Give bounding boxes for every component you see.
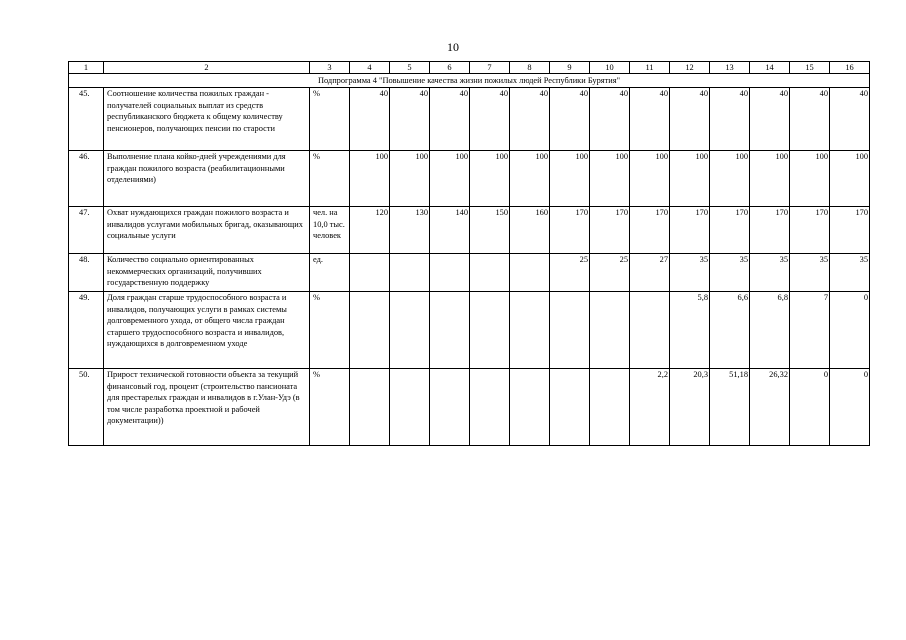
column-number-cell: 10 xyxy=(590,62,630,74)
indicator-name-cell-text: Выполнение плана койко-дней учреждениями для граждан пожилого возраста (реабилитационными отделениями) xyxy=(107,152,286,184)
value-cell xyxy=(630,207,670,254)
value-cell xyxy=(830,151,870,207)
indicators-table xyxy=(68,61,870,446)
value-cell xyxy=(430,207,470,254)
indicator-name-cell xyxy=(104,254,310,292)
value-cell xyxy=(390,254,430,292)
column-number-cell: 4 xyxy=(350,62,390,74)
value-cell xyxy=(790,151,830,207)
value-cell-text: 5,8 xyxy=(697,293,708,302)
row-number-cell xyxy=(69,292,104,369)
value-cell xyxy=(750,207,790,254)
unit-cell-text: ед. xyxy=(313,255,323,264)
value-cell xyxy=(550,292,590,369)
value-cell-text: 170 xyxy=(655,208,668,217)
value-cell xyxy=(350,88,390,151)
value-cell xyxy=(350,151,390,207)
value-cell xyxy=(670,254,710,292)
value-cell xyxy=(830,254,870,292)
value-cell-text: 40 xyxy=(579,89,588,98)
value-cell-text: 100 xyxy=(855,152,868,161)
unit-cell-text: % xyxy=(313,89,320,98)
table-row xyxy=(69,207,870,254)
value-cell xyxy=(430,369,470,446)
value-cell xyxy=(390,207,430,254)
value-cell xyxy=(750,369,790,446)
value-cell-text: 100 xyxy=(455,152,468,161)
value-cell-text: 2,2 xyxy=(657,370,668,379)
value-cell-text: 6,6 xyxy=(737,293,748,302)
unit-cell-text: чел. на 10,0 тыс. человек xyxy=(313,208,345,240)
value-cell xyxy=(590,207,630,254)
value-cell-text: 100 xyxy=(775,152,788,161)
value-cell xyxy=(830,207,870,254)
value-cell xyxy=(350,207,390,254)
column-number-cell: 11 xyxy=(630,62,670,74)
value-cell xyxy=(430,292,470,369)
value-cell-text: 100 xyxy=(815,152,828,161)
value-cell xyxy=(510,207,550,254)
value-cell xyxy=(350,254,390,292)
value-cell xyxy=(750,292,790,369)
value-cell-text: 170 xyxy=(695,208,708,217)
value-cell xyxy=(550,369,590,446)
column-number-cell: 6 xyxy=(430,62,470,74)
value-cell xyxy=(790,292,830,369)
value-cell xyxy=(750,254,790,292)
value-cell xyxy=(630,88,670,151)
column-number-cell: 14 xyxy=(750,62,790,74)
value-cell-text: 100 xyxy=(735,152,748,161)
value-cell-text: 40 xyxy=(859,89,868,98)
value-cell-text: 100 xyxy=(695,152,708,161)
value-cell-text: 100 xyxy=(375,152,388,161)
row-number-cell-text: 48. xyxy=(79,255,90,264)
value-cell-text: 160 xyxy=(535,208,548,217)
column-number-cell: 12 xyxy=(670,62,710,74)
value-cell xyxy=(470,292,510,369)
indicator-name-cell xyxy=(104,207,310,254)
indicator-name-cell-text: Охват нуждающихся граждан пожилого возраста и инвалидов услугами мобильных бригад, оказывающих социальные услуги xyxy=(107,208,303,240)
value-cell-text: 130 xyxy=(415,208,428,217)
value-cell xyxy=(470,207,510,254)
value-cell-text: 100 xyxy=(575,152,588,161)
value-cell-text: 40 xyxy=(779,89,788,98)
value-cell-text: 100 xyxy=(535,152,548,161)
value-cell xyxy=(590,88,630,151)
value-cell-text: 40 xyxy=(459,89,468,98)
value-cell-text: 35 xyxy=(739,255,748,264)
value-cell xyxy=(390,292,430,369)
column-number-cell: 5 xyxy=(390,62,430,74)
page-number: 10 xyxy=(447,40,459,54)
indicator-name-cell-text: Количество социально ориентированных некоммерческих организаций, получивших государственную поддержку xyxy=(107,255,262,287)
indicator-name-cell-text: Соотношение количества пожилых граждан - получателей социальных выплат из средств республиканского бюджета к общему количеству пенсионеров, получающих пенсии по старости xyxy=(107,89,283,133)
value-cell-text: 40 xyxy=(699,89,708,98)
value-cell xyxy=(670,151,710,207)
value-cell-text: 170 xyxy=(575,208,588,217)
value-cell xyxy=(510,292,550,369)
value-cell-text: 100 xyxy=(415,152,428,161)
value-cell xyxy=(790,88,830,151)
column-number-cell: 1 xyxy=(69,62,104,74)
value-cell-text: 25 xyxy=(619,255,628,264)
value-cell-text: 0 xyxy=(823,370,828,379)
value-cell xyxy=(390,369,430,446)
indicator-name-cell xyxy=(104,151,310,207)
indicator-name-cell xyxy=(104,292,310,369)
row-number-cell xyxy=(69,151,104,207)
value-cell-text: 40 xyxy=(659,89,668,98)
value-cell xyxy=(470,369,510,446)
value-cell xyxy=(670,369,710,446)
table-row xyxy=(69,254,870,292)
value-cell-text: 40 xyxy=(819,89,828,98)
value-cell-text: 40 xyxy=(619,89,628,98)
row-number-cell-text: 45. xyxy=(79,89,90,98)
row-number-cell xyxy=(69,369,104,446)
value-cell xyxy=(670,207,710,254)
value-cell-text: 26,32 xyxy=(769,370,788,379)
value-cell-text: 120 xyxy=(375,208,388,217)
column-number-cell: 8 xyxy=(510,62,550,74)
value-cell-text: 25 xyxy=(579,255,588,264)
value-cell xyxy=(510,151,550,207)
value-cell xyxy=(830,88,870,151)
value-cell xyxy=(710,292,750,369)
value-cell-text: 40 xyxy=(499,89,508,98)
value-cell xyxy=(550,207,590,254)
row-number-cell xyxy=(69,207,104,254)
unit-cell xyxy=(310,369,350,446)
value-cell-text: 40 xyxy=(539,89,548,98)
value-cell xyxy=(710,207,750,254)
column-number-cell: 9 xyxy=(550,62,590,74)
value-cell-text: 35 xyxy=(699,255,708,264)
subprogram-title: Подпрограмма 4 "Повышение качества жизни пожилых людей Республики Бурятия" xyxy=(69,74,870,88)
value-cell xyxy=(750,151,790,207)
value-cell-text: 51,18 xyxy=(729,370,748,379)
column-number-cell: 2 xyxy=(104,62,310,74)
value-cell xyxy=(470,151,510,207)
unit-cell xyxy=(310,292,350,369)
value-cell xyxy=(630,254,670,292)
indicator-name-cell-text: Доля граждан старше трудоспособного возраста и инвалидов, получающих услуги в рамках системы долговременного ухода, от общего числа граждан старшего трудоспособного возраста и инвалидов, нуждающихся в долговременном уходе xyxy=(107,293,287,348)
value-cell xyxy=(710,254,750,292)
indicator-name-cell-text: Прирост технической готовности объекта за текущий финансовый год, процент (строительство пансионата для престарелых граждан и инвалидов в г.Улан-Удэ (в том числе разработка проектной и рабочей документации)) xyxy=(107,370,300,425)
value-cell-text: 0 xyxy=(863,293,868,302)
value-cell-text: 7 xyxy=(823,293,828,302)
value-cell xyxy=(510,88,550,151)
value-cell xyxy=(710,151,750,207)
column-number-cell: 3 xyxy=(310,62,350,74)
value-cell xyxy=(390,88,430,151)
unit-cell-text: % xyxy=(313,370,320,379)
row-number-cell xyxy=(69,88,104,151)
value-cell xyxy=(390,151,430,207)
value-cell xyxy=(510,254,550,292)
value-cell-text: 170 xyxy=(815,208,828,217)
value-cell-text: 170 xyxy=(735,208,748,217)
row-number-cell-text: 50. xyxy=(79,370,90,379)
value-cell-text: 40 xyxy=(739,89,748,98)
unit-cell-text: % xyxy=(313,293,320,302)
row-number-cell-text: 46. xyxy=(79,152,90,161)
value-cell xyxy=(670,292,710,369)
row-number-cell-text: 47. xyxy=(79,208,90,217)
value-cell-text: 35 xyxy=(819,255,828,264)
value-cell xyxy=(470,254,510,292)
value-cell xyxy=(590,369,630,446)
value-cell-text: 170 xyxy=(615,208,628,217)
value-cell xyxy=(710,88,750,151)
unit-cell xyxy=(310,88,350,151)
value-cell-text: 100 xyxy=(655,152,668,161)
value-cell xyxy=(790,207,830,254)
value-cell xyxy=(630,151,670,207)
subprogram-row xyxy=(69,74,870,88)
value-cell xyxy=(630,292,670,369)
column-number-cell: 13 xyxy=(710,62,750,74)
value-cell xyxy=(510,369,550,446)
value-cell xyxy=(350,369,390,446)
unit-cell xyxy=(310,254,350,292)
value-cell-text: 0 xyxy=(863,370,868,379)
value-cell xyxy=(830,292,870,369)
value-cell xyxy=(790,369,830,446)
value-cell xyxy=(750,88,790,151)
column-number-row xyxy=(69,62,870,74)
table-row xyxy=(69,292,870,369)
value-cell-text: 170 xyxy=(855,208,868,217)
value-cell xyxy=(710,369,750,446)
value-cell xyxy=(350,292,390,369)
value-cell-text: 100 xyxy=(615,152,628,161)
value-cell xyxy=(790,254,830,292)
value-cell xyxy=(430,151,470,207)
value-cell xyxy=(630,369,670,446)
value-cell xyxy=(590,292,630,369)
value-cell xyxy=(550,254,590,292)
column-number-cell: 16 xyxy=(830,62,870,74)
row-number-cell xyxy=(69,254,104,292)
value-cell-text: 40 xyxy=(379,89,388,98)
value-cell-text: 170 xyxy=(775,208,788,217)
value-cell xyxy=(670,88,710,151)
column-number-cell: 15 xyxy=(790,62,830,74)
value-cell xyxy=(550,151,590,207)
value-cell-text: 35 xyxy=(859,255,868,264)
value-cell-text: 150 xyxy=(495,208,508,217)
value-cell xyxy=(470,88,510,151)
table-row xyxy=(69,88,870,151)
value-cell xyxy=(590,151,630,207)
value-cell xyxy=(430,254,470,292)
value-cell-text: 27 xyxy=(659,255,668,264)
table-row xyxy=(69,151,870,207)
value-cell-text: 6,8 xyxy=(777,293,788,302)
indicator-name-cell xyxy=(104,369,310,446)
value-cell xyxy=(830,369,870,446)
value-cell-text: 100 xyxy=(495,152,508,161)
table-row xyxy=(69,369,870,446)
value-cell-text: 40 xyxy=(419,89,428,98)
unit-cell xyxy=(310,207,350,254)
unit-cell xyxy=(310,151,350,207)
value-cell-text: 20,3 xyxy=(693,370,708,379)
unit-cell-text: % xyxy=(313,152,320,161)
indicator-name-cell xyxy=(104,88,310,151)
value-cell-text: 140 xyxy=(455,208,468,217)
value-cell xyxy=(590,254,630,292)
value-cell xyxy=(430,88,470,151)
value-cell xyxy=(550,88,590,151)
column-number-cell: 7 xyxy=(470,62,510,74)
value-cell-text: 35 xyxy=(779,255,788,264)
row-number-cell-text: 49. xyxy=(79,293,90,302)
